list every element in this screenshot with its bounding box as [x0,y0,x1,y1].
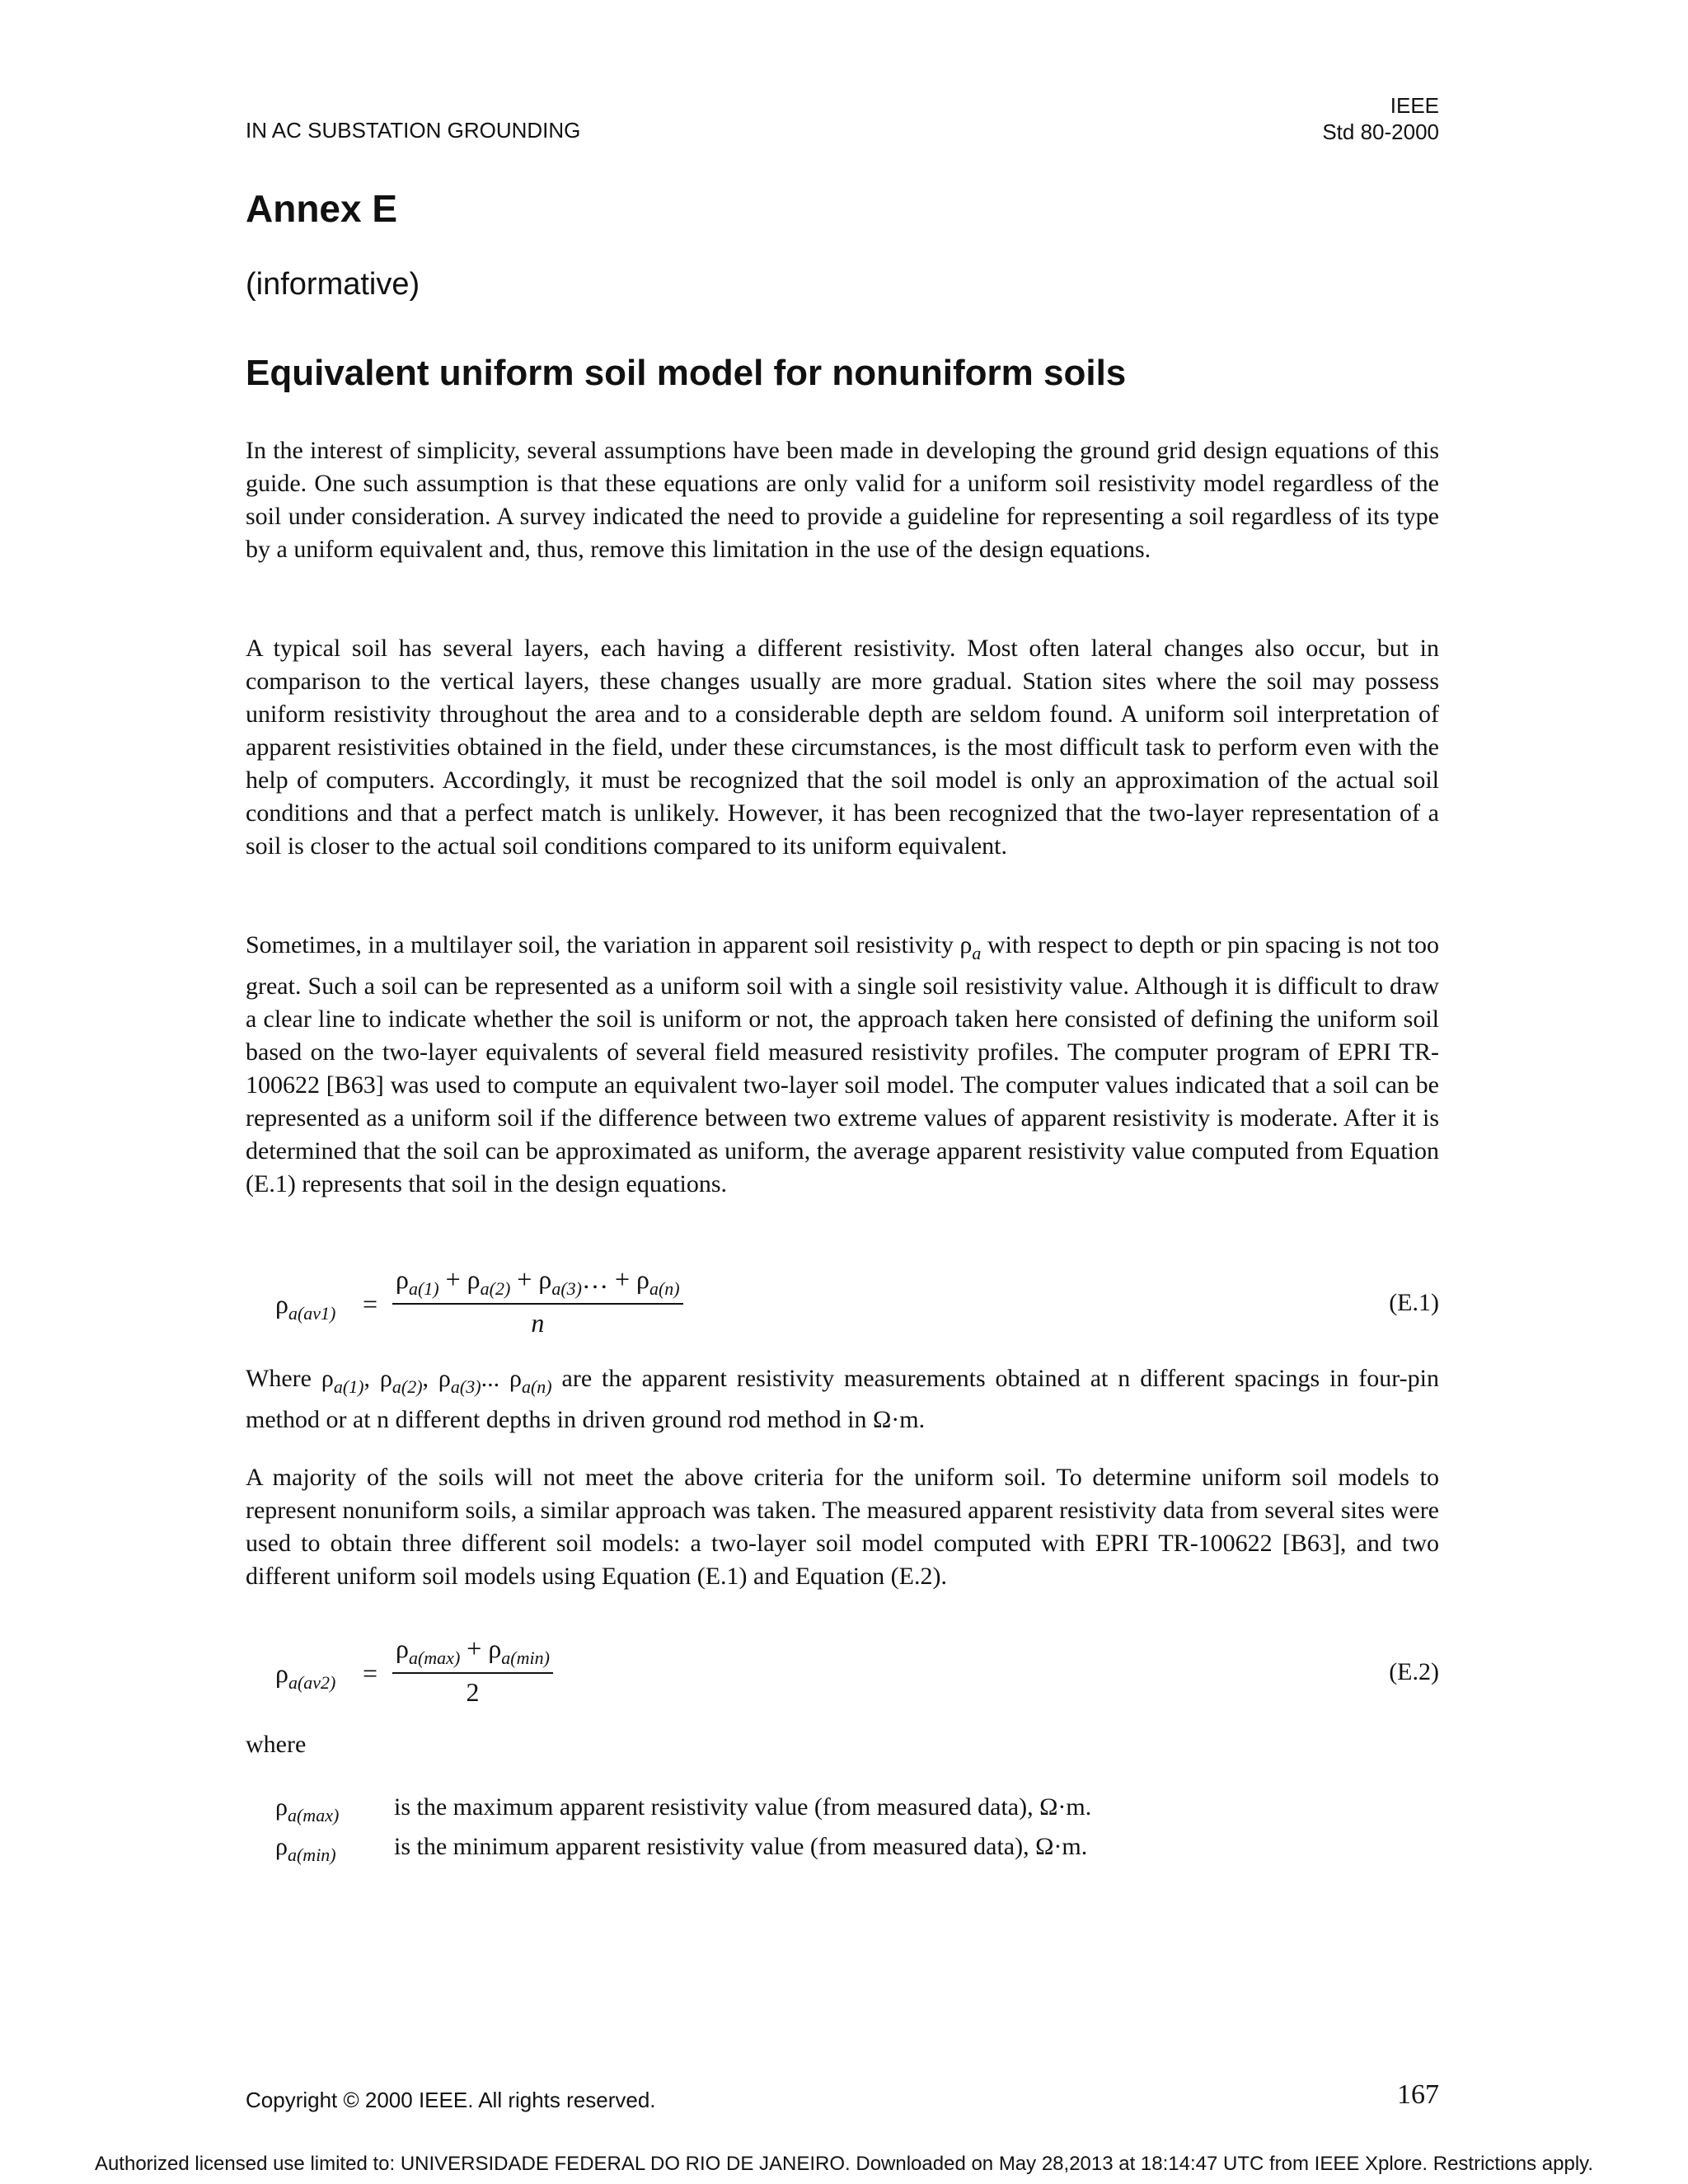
text-segment: are the apparent resistivity measurements obtained at n different spacings in four-pin method or at n different depths in driven ground rod method in Ω·m. [246,1365,1440,1433]
paragraph-nonuniform: A majority of the soils will not meet the above criteria for the uniform soil. To determine uniform soil models to represent nonuniform soils, a similar approach was taken. The measured apparent resistivity data from several sites were used to obtain three different soil models: a two-layer soil model computed with EPRI TR-100622 [B63], and two different uniform soil models using Equation (E.1) and Equation (E.2). [246,1464,1439,1590]
rho-symbol: ρ [396,1264,409,1294]
definition-text: is the maximum apparent resistivity value (from measured data), Ω·m. [394,1793,1092,1821]
paragraph-where-rho [246,1362,1439,1436]
equation-label: (E.2) [1389,1658,1439,1685]
rho-symbol: , ρ [422,1365,451,1392]
equation-lhs [275,1289,335,1324]
text-segment: with respect to depth or pin spacing is not too great. Such a soil can be represented as a uniform soil with a single soil resistivity value. Although it is difficult to draw a clear line to indicate whether the soil is uniform or not, the approach taken here consisted of defining the uniform soil based on the two-layer equivalents of several field measured resistivity profiles. The computer program of EPRI TR-100622 [B63] was used to compute an equivalent two-layer soil model. The computer values indicated that a soil can be represented as a uniform soil if the difference between two extreme values of apparent resistivity is moderate. After it is determined that the soil can be approximated as uniform, the average apparent resistivity value computed from Equation (E.1) represents that soil in the design equations. [246,931,1439,1197]
denominator: n [531,1308,545,1338]
subscript: a(2) [392,1376,423,1397]
operator: + ρ [510,1264,552,1294]
subscript: a(max) [287,1805,340,1825]
denominator: 2 [466,1677,480,1707]
where-label: where [246,1731,307,1758]
equals-sign: = [363,1289,378,1319]
rho-symbol: ρ [396,1633,409,1663]
subscript: a(min) [501,1647,550,1668]
equation-lhs [275,1658,335,1694]
rho-symbol: ρ [275,1793,288,1821]
operator: + ρ [438,1264,481,1294]
rho-symbol: ρ [275,1833,288,1860]
numerator [392,1633,553,1674]
annex-type: (informative) [246,267,420,302]
rho-symbol: ρ [275,1658,288,1688]
running-header-left: IN AC SUBSTATION GROUNDING [246,118,581,143]
authorization-notice: Authorized licensed use limited to: UNIVERSIDADE FEDERAL DO RIO DE JANEIRO. Downloaded on May 28,2013 at 18:14:47 UTC from IEEE Xplore. Restrictions apply. [94,2153,1594,2175]
definition-text: is the minimum apparent resistivity value (from measured data), Ω·m. [394,1833,1088,1860]
subscript: a(max) [408,1647,461,1668]
copyright-notice: Copyright © 2000 IEEE. All rights reserved. [246,2088,656,2112]
subscript: a(1) [408,1278,439,1299]
operator: + ρ [460,1633,502,1663]
subscript: a(av2) [288,1672,336,1693]
equation-e1 [275,1264,1439,1355]
page-number: 167 [1397,2079,1439,2110]
operator: … + ρ [581,1264,649,1294]
subscript: a(3) [450,1376,481,1397]
fraction [392,1264,683,1338]
equation-e2 [275,1633,1439,1724]
rho-symbol: , ρ [363,1365,392,1392]
subscript: a(av1) [288,1303,336,1324]
annex-title: Annex E [246,187,398,230]
equation-label: (E.1) [1389,1289,1439,1316]
numerator [392,1264,683,1305]
definition-symbol [275,1793,339,1826]
rho-symbol: ... ρ [481,1365,522,1392]
text-segment: Sometimes, in a multilayer soil, the variation in apparent soil resistivity ρ [246,931,973,958]
text-segment: Where [246,1365,321,1392]
header-std-org: IEEE [1390,93,1439,118]
fraction [392,1633,553,1708]
paragraph-intro: In the interest of simplicity, several assumptions have been made in developing the ground grid design equations of this guide. One such assumption is that these equations are only valid for a uniform soil resistivity model regardless of the soil under consideration. A survey indicated the need to provide a guideline for representing a soil regardless of its type by a uniform equivalent and, thus, remove this limitation in the use of the design equations. [246,437,1439,563]
definition-symbol [275,1833,336,1866]
subscript: a(1) [333,1376,364,1397]
subscript: a [972,943,982,963]
equals-sign: = [363,1658,378,1688]
paragraph-soil-layers: A typical soil has several layers, each having a different resistivity. Most often lateral changes also occur, but in comparison to the vertical layers, these changes usually are more gradual. Station sites where the soil may possess uniform resistivity throughout the area and to a considerable depth are seldom found. A uniform soil interpretation of apparent resistivities obtained in the field, under these circumstances, is the most difficult task to perform even with the help of computers. Accordingly, it must be recognized that the soil model is only an approximation of the actual soil conditions and that a perfect match is unlikely. However, it has been recognized that the two-layer representation of a soil is closer to the actual soil conditions compared to its uniform equivalent. [246,635,1439,860]
subscript: a(n) [649,1278,680,1299]
subscript: a(3) [551,1278,582,1299]
subscript: a(min) [287,1844,336,1865]
rho-symbol: ρ [275,1289,288,1319]
paragraph-multilayer [246,929,1439,1201]
section-title: Equivalent uniform soil model for nonuniform soils [246,353,1127,393]
rho-symbol: ρ [321,1365,334,1392]
subscript: a(n) [521,1376,552,1397]
subscript: a(2) [480,1278,511,1299]
header-std-number: Std 80-2000 [1322,120,1439,144]
running-header-right [1322,92,1439,145]
